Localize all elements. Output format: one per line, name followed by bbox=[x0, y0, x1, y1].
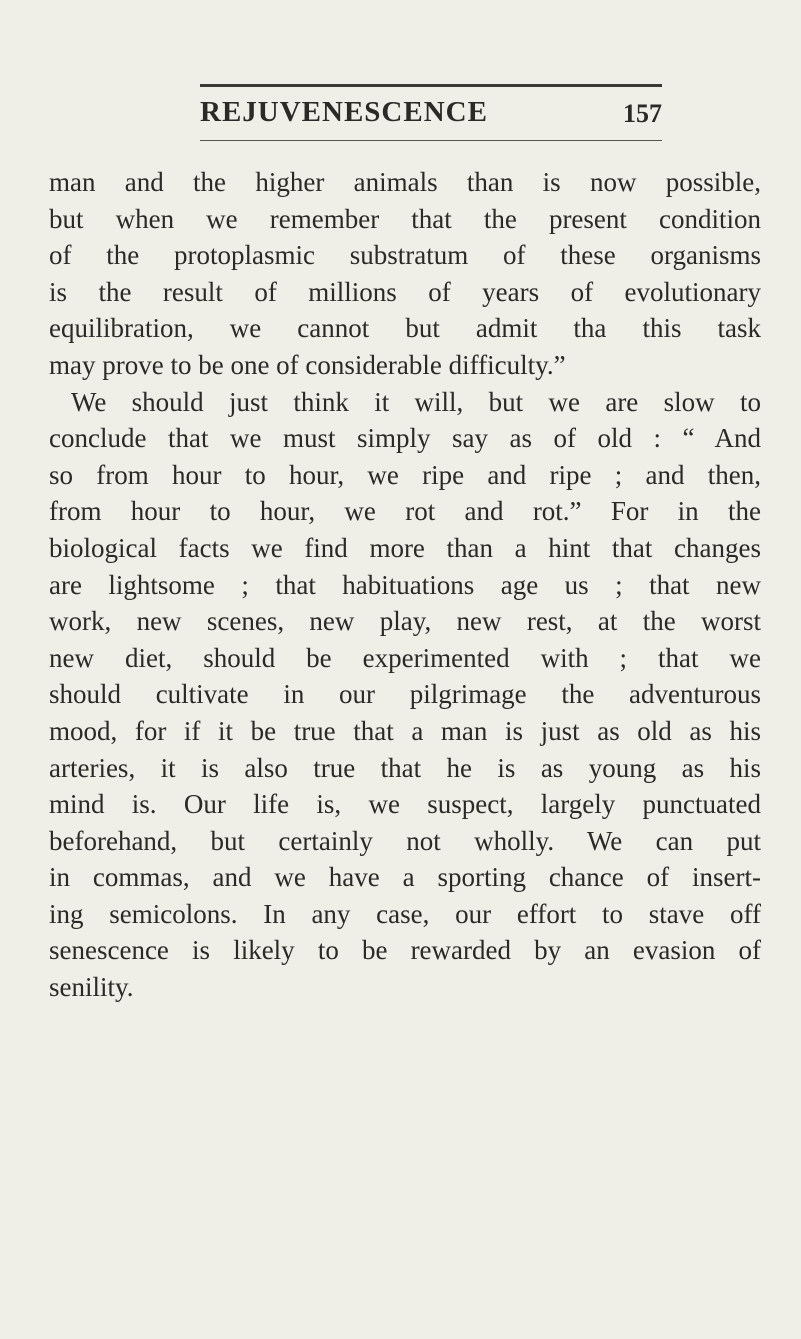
text-line: senescence is likely to be rewarded by an evasion of bbox=[49, 935, 761, 966]
text-line: conclude that we must simply say as of old : “ And bbox=[49, 423, 761, 454]
text-line: new diet, should be experimented with ; that we bbox=[49, 642, 761, 673]
text-line: beforehand, but certainly not wholly. We can put bbox=[49, 825, 761, 856]
header-bottom-rule bbox=[200, 140, 662, 141]
body-text bbox=[49, 164, 761, 1006]
page-number: 157 bbox=[623, 99, 662, 128]
text-line: of the protoplasmic substratum of these organisms bbox=[49, 240, 761, 271]
text-line: should cultivate in our pilgrimage the adventurous bbox=[49, 679, 761, 710]
text-line: ing semicolons. In any case, our effort to stave off bbox=[49, 898, 761, 929]
text-line: but when we remember that the present condition bbox=[49, 203, 761, 234]
text-line: may prove to be one of considerable difficulty.” bbox=[49, 349, 566, 380]
text-line: so from hour to hour, we ripe and ripe ; and then, bbox=[49, 459, 761, 490]
text-line: We should just think it will, but we are slow to bbox=[71, 386, 761, 417]
text-line: equilibration, we cannot but admit tha this task bbox=[49, 313, 761, 344]
text-line: mood, for if it be true that a man is just as old as his bbox=[49, 715, 761, 746]
running-title: REJUVENESCENCE bbox=[200, 96, 488, 128]
text-line: mind is. Our life is, we suspect, largely punctuated bbox=[49, 789, 761, 820]
text-line: man and the higher animals than is now possible, bbox=[49, 167, 761, 197]
text-line: biological facts we find more than a hint that changes bbox=[49, 532, 761, 563]
header-top-rule bbox=[200, 84, 662, 87]
text-line: arteries, it is also true that he is as young as his bbox=[49, 752, 761, 783]
text-line: from hour to hour, we rot and rot.” For in the bbox=[49, 496, 761, 527]
text-line: work, new scenes, new play, new rest, at the worst bbox=[49, 606, 761, 637]
text-line: is the result of millions of years of evolutionary bbox=[49, 276, 761, 307]
page-header bbox=[200, 92, 662, 132]
text-line: senility. bbox=[49, 972, 134, 1003]
text-line: in commas, and we have a sporting chance of insert- bbox=[49, 862, 761, 893]
text-line: are lightsome ; that habituations age us ; that new bbox=[49, 569, 761, 600]
